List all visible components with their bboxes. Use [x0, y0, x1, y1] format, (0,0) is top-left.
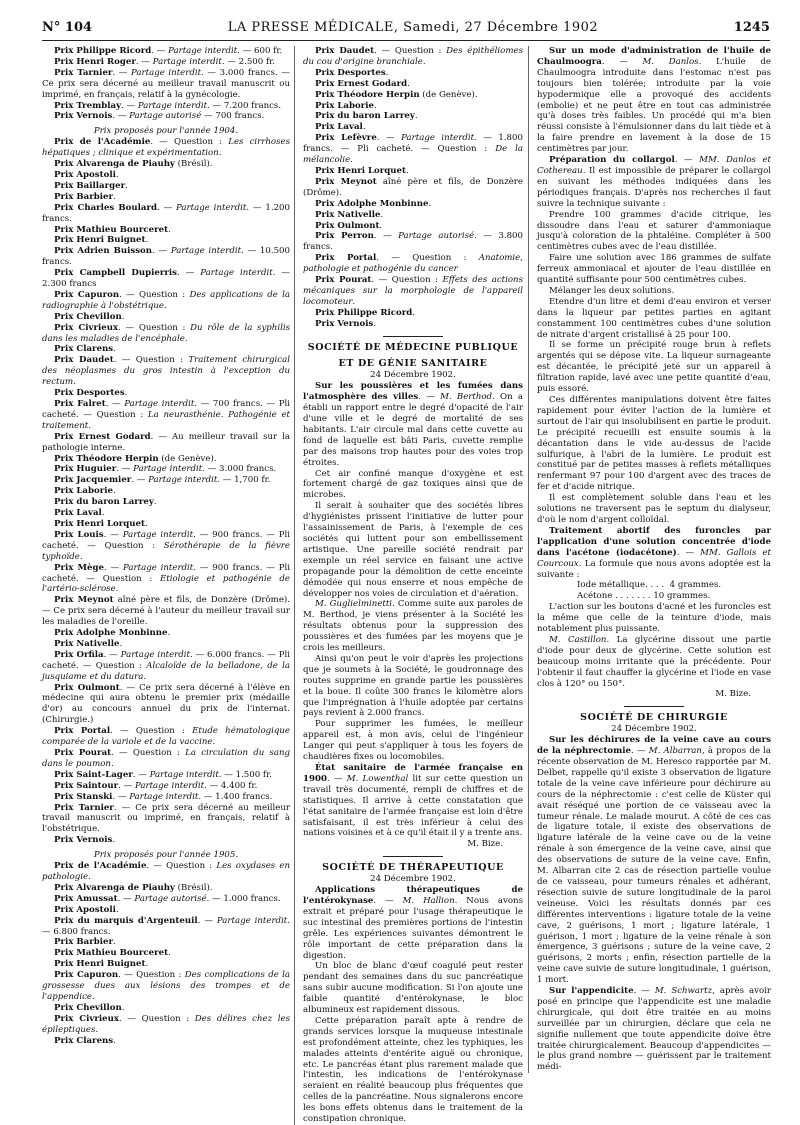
paragraph: Prix Nativelle.: [315, 209, 384, 220]
paragraph: Prix Tremblay. — Partage interdit. — 7.200 francs.: [54, 100, 282, 111]
paragraph: Faire une solution avec 186 grammes de sulfate ferreux ammoniacal et ajouter de l'eau distillée en quantité suffisante pour 500 centimètres cubes.: [537, 253, 771, 286]
paragraph: Prix Barbier.: [54, 937, 116, 948]
paragraph: Prix Capuron. — Question : Des complications de la grossesse dues aux lésions des trompes et de l'appendice.: [42, 970, 290, 1002]
formula-line: Iode métallique. . . . 4 grammes.: [577, 580, 722, 591]
paragraph: Prix Meynot aîné père et fils, de Donzère (Drôme).: [303, 176, 524, 198]
paragraph: Préparation du collargol. — MM. Danlos et Cothereau. Il est impossible de préparer le collargol en suivant les méthodes indiquées dans les périodiques français. D'après nos recherches il faut suivre la technique suivante :: [537, 155, 771, 209]
paragraph: Prix Charles Boulard. — Partage interdit. — 1.200 francs.: [42, 202, 290, 224]
paragraph: Il se forme un précipité rouge brun à reflets argentés qui se dépose vite. La liqueur surnageante est décantée, le précipité jeté sur un appareil à filtration rapide, lavé avec une petite quantité d'eau, puis essoré.: [537, 340, 771, 395]
paragraph: Prix Falret. — Partage interdit. — 700 francs. — Pli cacheté. — Question : La neurasthénie. Pathogénie et traitement.: [42, 399, 290, 431]
paragraph: Prix de l'Académie. — Question : Les oxydases en pathologie.: [42, 861, 290, 882]
paragraph: Prix Adolphe Monbinne.: [315, 198, 432, 209]
paragraph: M. Guglielminetti. Comme suite aux paroles de M. Berthod, je viens présenter à la Société les résultats obtenus pour la suppression des poussières et des fumées par les moyens que je crois les meilleurs.: [303, 599, 524, 654]
paragraph: Prix du baron Larrey.: [54, 497, 157, 508]
paragraph: Prix Henri Roger. — Partage interdit. — 2.500 fr.: [54, 56, 276, 67]
signature: M. Bize.: [467, 839, 503, 850]
paragraph: Prix Philippe Ricord.: [315, 307, 415, 318]
paragraph: Prix Théodore Herpin (de Genève).: [54, 453, 217, 464]
paragraph: Prix Orfila. — Partage interdit. — 6.000 francs. — Pli cacheté. — Question : Alcaloïde de la belladone, de la jusquiame et du datura.: [42, 649, 290, 682]
paragraph: Sur les déchirures de la veine cave au cours de la néphrectomie. — M. Albarran, à propos de la récente observation de M. Heresco rapportée par M. Delbet, rappelle qu'il existe 3 observation de ligature totale de la veine cave inférieure pour déchirure au cours de la néphrectomie : c'est celle de Küster qui avait réséqué une portion de ce vaisseau avec la tumeur rénale. Le malade mourut. A côté de ces cas de ligature totale, il existe des observations de ligature latérale de la veine cave ou de la veine rénale à son émergence de la veine cave, ainsi que des observations de suture de la veine cave. Enfin, M. Albarran cite 2 cas de résection partielle voulue de ce vaisseau, pour tumeurs rénales et adhérant, résection suivie de suture longitudinale de la paroi veineuse. Voici les résultats donnés par ces différentes interventions : ligature totale de la veine cave, 2 guérisons, 1 mort ; ligature latérale, 1 guérison, 1 mort ; ligature de la veine rénale à son émergence, 3 guérisons ; suture de la veine cave, 2 guérisons, 2 morts ; enfin, résection partielle de la veine cave suivie de suture longitudinale, 1 guérison, 1 mort.: [537, 735, 772, 986]
masthead-title: LA PRESSE MÉDICALE, Samedi, 27 Décembre 1902: [227, 20, 599, 35]
paragraph: Prix Oulmont.: [315, 220, 383, 231]
paragraph: Prix Henri Lorquet.: [54, 518, 148, 529]
paragraph: Prix Alvarenga de Piauhy (Brésil).: [54, 882, 213, 893]
paragraph: Prix Barbier.: [54, 191, 116, 202]
section-rule: [624, 706, 684, 707]
paragraph: Prix de l'Académie. — Question : Les cirrhoses hépatiques ; clinique et expérimentation.: [42, 137, 290, 159]
page-number: 1245: [733, 20, 770, 35]
paragraph: Prix Henri Lorquet.: [315, 165, 409, 176]
paragraph: Prix Henri Buignet.: [54, 959, 149, 970]
paragraph: Prix Tarnier. — Partage interdit. — 3.000 francs. — Ce prix sera décerné au meilleur travail manuscrit ou imprimé, en français, relatif à la gynécologie.: [42, 67, 290, 100]
paragraph: Prix Portal. — Question : Etude hématologique comparée de la variole et de la vaccine.: [42, 726, 290, 748]
paragraph: Il serait à souhaiter que des sociétés libres d'hygiénistes prissent l'initiative de lutter pour l'assainissement de Paris, à l'exemple de ces sociétés qui luttent pour son embellissement artistique. Une pareille société rendrait par exemple un réel service en faisant une active propagande pour la démolition de cette enceinte démodée qui nous enserre et nous empêche de développer nos voies de circulation et d'aération.: [303, 501, 523, 599]
column-right: [528, 46, 771, 1073]
paragraph: Prix Saintour. — Partage interdit. — 4.400 fr.: [54, 780, 258, 791]
section-heading: SOCIÉTÉ DE CHIRURGIE: [580, 712, 728, 724]
paragraph: Prix Laborie.: [315, 100, 377, 111]
paragraph: Prix Stanski. — Partage interdit. — 1.400 francs.: [54, 791, 273, 802]
paragraph: Prix Adrien Buisson. — Partage interdit. — 10.500 francs.: [42, 246, 290, 268]
paragraph: L'action sur les boutons d'acné et les furoncles est la même que celle de la teinture d'iode, mais notablement plus puissante.: [537, 602, 771, 635]
section-heading: SOCIÉTÉ DE MÉDECINE PUBLIQUE: [307, 341, 519, 353]
paragraph: Prix Clarens.: [54, 344, 116, 355]
issue-number: N° 104: [42, 20, 93, 35]
paragraph: Prix Pourat. — Question : La circulation du sang dans le poumon.: [42, 748, 290, 769]
paragraph: Applications thérapeutiques de l'entérokynase. — M. Hallion. Nous avons extrait et préparé pour l'usage thérapeutique le suc intestinal des premières portions de l'intestin grêle. Les expériences suivantes démontrent le rôle important de cette préparation dans la digestion.: [303, 885, 523, 961]
paragraph: Prix Desportes.: [54, 388, 128, 399]
section-rule: [383, 336, 443, 337]
paragraph: Prix Portal. — Question : Anatomie, pathologie et pathogénie du cancer: [303, 253, 523, 275]
column-middle: [294, 46, 523, 1125]
paragraph: Prix Vernois.: [54, 835, 116, 846]
paragraph: Prix Capuron. — Question : Des applications de la radiographie à l'obstétrique.: [42, 289, 291, 311]
paragraph: Prix Louis. — Partage interdit. — 900 francs. — Pli cacheté. — Question : Sérothérapie de la fièvre typhoïde.: [42, 529, 290, 562]
paragraph: Prix du marquis d'Argenteuil. — Partage interdit. — 6.800 francs.: [42, 915, 290, 937]
paragraph: Prix Daudet. — Question : Traitement chirurgical des néoplasmes du gros intestin à l'exception du rectum.: [42, 355, 290, 388]
paragraph: Prix Mathieu Bourceret.: [54, 224, 171, 235]
paragraph: Prix Saint-Lager. — Partage interdit. — 1.500 fr.: [54, 769, 272, 780]
paragraph: Prix Amussat. — Partage autorisé. — 1.000 francs.: [54, 893, 281, 904]
paragraph: Prix Mège. — Partage interdit. — 900 francs. — Pli cacheté. — Question : Etiologie et pathogénie de l'artério-sclérose.: [42, 562, 291, 595]
paragraph: Cet air confiné manque d'oxygène et est fortement chargé de gaz toxiques ainsi que de microbes.: [303, 468, 523, 501]
paragraph: Prix Apostoli.: [54, 169, 119, 180]
paragraph: État sanitaire de l'armée française en 1900. — M. Lowenthal lit sur cette question un travail très documenté, rempli de chiffres et de statistiques. Il arrive à cette constatation que l'état sanitaire de l'armée française est loin d'être satisfaisant, il est très inférieur à celui des nations voisines et à ce qu'il était il y a trente ans.: [303, 763, 523, 839]
paragraph: Prix Nativelle.: [54, 638, 123, 649]
paragraph: Prix Huguier. — Partage interdit. — 3.000 francs.: [54, 464, 277, 475]
paragraph: Prix Jacquemier. — Partage interdit. — 1,700 fr.: [54, 475, 271, 486]
paragraph: Prix Perron. — Partage autorisé. — 3.800 francs.: [303, 231, 523, 253]
paragraph: Prix Laval.: [315, 122, 366, 133]
section-date: 24 Décembre 1902.: [370, 370, 456, 381]
section-heading: ET DE GÉNIE SANITAIRE: [338, 358, 488, 370]
paragraph: Prix Clarens.: [54, 1035, 116, 1046]
paragraph: Prix Pourat. — Question : Effets des actions mécaniques sur la morphologie de l'appareil locomoteur.: [303, 275, 523, 307]
paragraph: Prix Mathieu Bourceret.: [54, 948, 171, 959]
paragraph: Prix Vernois.: [315, 318, 377, 329]
paragraph: Sur les poussières et les fumées dans l'atmosphère des villes. — M. Berthod. On a établi un rapport entre le degré d'opacité de l'air d'une ville et le degré de mortalité de ses habitants. L'air circule mal dans cette cuvette au fond de laquelle est bâti Paris, cuvette remplie par des maisons trop hautes pour des voies trop étroites.: [303, 381, 524, 468]
header-rule: [42, 40, 770, 41]
paragraph: Prix Apostoli.: [54, 904, 119, 915]
paragraph: M. Castillon. La glycérine dissout une partie d'iode pour deux de glycérine. Cette solution est beaucoup moins irritante que la précédente. Pour l'obtenir il faut chauffer la glycérine et l'iode en vase clos à 120° ou 150°.: [537, 634, 772, 689]
formula-line: Acétone . . . . . . . 10 grammes.: [577, 591, 711, 602]
paragraph: Ainsi qu'on peut le voir d'après les projections que je soumets à la Société, le goudronnage des routes supprime en grande partie les poussières et la boue. Il coûte 300 francs le kilomètre alors que l'imprégnation à l'huile adoptée par certains pays revient à 2.000 francs.: [303, 653, 523, 719]
signature: M. Bize.: [715, 689, 751, 700]
paragraph: Prix Desportes.: [315, 67, 389, 78]
paragraph: Prix Daudet. — Question : Des épithéliomes du cou d'origine branchiale.: [303, 46, 524, 67]
paragraph: Prix Oulmont. — Ce prix sera décerné à l'élève en médecine qui aura obtenu le premier prix (médaille d'or) au concours annuel du prix de l'internat. (Chirurgie.): [42, 682, 290, 726]
paragraph: Sur un mode d'administration de l'huile de Chaulmoogra. — M. Danlos. L'huile de Chaulmoogra introduite dans l'estomac n'est pas toujours bien tolérée; introduite par la voie hypodermique elle a provoqué des accidents (embolie) et ne peut être en tout cas administrée qu'à doses très faibles. Un procédé qui m'a bien réussi consiste à l'émulsionner dans du lait tiède et à la faire prendre en lavement à la dose de 15 centimètres par jour.: [537, 46, 771, 155]
paragraph: Prix Tarnier. — Ce prix sera décerné au meilleur travail manuscrit ou imprimé, en français, relatif à l'obstétrique.: [42, 802, 291, 835]
paragraph: Prix Baillarger.: [54, 180, 128, 191]
paragraph: Prix Théodore Herpin (de Genève).: [315, 89, 478, 100]
paragraph: Sur l'appendicite. — M. Schwartz, après avoir posé en principe que l'appendicite est une maladie chirurgicale, qui doit être traitée en au moins surveillée par un chirurgien, déclare que cela ne signifie nullement que toute appendicite doive être traitée chirurgicalement. Beaucoup d'appendicites — le plus grand nombre — guérissent par le traitement médi-: [537, 986, 772, 1073]
column-left: [42, 46, 290, 1046]
paragraph: Prix Chevillon.: [54, 1002, 125, 1013]
paragraph: Prix Laval.: [54, 508, 105, 519]
section-date: 24 Décembre 1902.: [370, 874, 456, 885]
subheading: Prix proposés pour l'année 1905.: [93, 850, 239, 861]
paragraph: Prix Vernois. — Partage autorisé — 700 francs.: [54, 111, 265, 122]
section-rule: [383, 856, 443, 857]
paragraph: Prix Lefèvre. — Partage interdit. — 1.800 francs. — Pli cacheté. — Question : De la mélancolie.: [303, 133, 523, 166]
paragraph: Prix du baron Larrey.: [315, 111, 418, 122]
page-header: [42, 20, 770, 38]
paragraph: Prix Adolphe Monbinne.: [54, 628, 171, 639]
subheading: Prix proposés pour l'année 1904.: [93, 126, 239, 137]
paragraph: Prix Campbell Dupierris. — Partage interdit. — 2.300 francs: [42, 268, 290, 290]
paragraph: Prix Alvarenga de Piauhy (Brésil).: [54, 159, 213, 170]
paragraph: Il est complètement soluble dans l'eau et les solutions ne traversent pas le septum du dialyseur, d'où le nom d'argent colloïdal.: [537, 493, 771, 525]
paragraph: Prix Ernest Godard. — Au meilleur travail sur la pathologie interne.: [42, 431, 290, 453]
paragraph: Prix Meynot aîné père et fils, de Donzère (Drôme). — Ce prix sera décerné à l'auteur du meilleur travail sur les maladies de l'oreille.: [42, 595, 290, 628]
paragraph: Prix Ernest Godard.: [315, 78, 410, 89]
paragraph: Etendre d'un litre et demi d'eau environ et verser dans la liqueur par petites parties en agitant constamment 100 centimètres cubes d'une solution de nitrate d'argent cristallisé à 25 pour 100.: [537, 296, 771, 340]
paragraph: Prix Chevillon.: [54, 311, 125, 322]
paragraph: Prix Laborie.: [54, 486, 116, 497]
paragraph: Prix Civrieux. — Question : Du rôle de la syphilis dans les maladies de l'encéphale.: [42, 322, 290, 344]
paragraph: Cette préparation paraît apte à rendre de grands services lorsque la muqueuse intestinale est profondément atteinte, chez les typhiques, les malades atteints d'entérite aiguë ou chronique, etc. Le pancréas étant plus rarement malade que l'intestin, les indications de l'entérokynase seraient en réalité beaucoup plus fréquentes que celles de la pancréatine. Nous signalerons encore les bons effets obtenus dans le traitement de la constipation chronique.: [303, 1015, 523, 1125]
paragraph: Pour supprimer les fumées, le meilleur appareil est, à mon avis, celui de l'ingénieur Langer qui peut s'appliquer à tous les foyers de chaudières fixes ou locomobiles.: [303, 719, 523, 763]
paragraph: Prix Civrieux. — Question : Des délires chez les épileptiques.: [42, 1013, 290, 1035]
paragraph: Mélanger les deux solutions.: [549, 285, 675, 296]
paragraph: Un bloc de blanc d'œuf coagulé peut rester pendant des semaines dans du suc pancréatique sans subir aucune modification. Si l'on ajoute une faible quantité d'entérokynase, le bloc albumineux est rapidement dissous.: [303, 961, 523, 1016]
section-date: 24 Décembre 1902.: [611, 724, 697, 735]
paragraph: Ces différentes manipulations doivent être faites rapidement pour éviter l'action de la lumière et surtout de l'air qui insolubilisent en partie le produit. Le précipité recueilli est ensuite soumis à la décantation dans le vide au-dessus de l'acide sulfurique, à l'abri de la lumière. Le produit est constitué par de petites masses à reflets métalliques renfermant 97 pour 100 d'argent avec des traces de fer et d'acide nitrique.: [537, 395, 771, 493]
paragraph: Traitement abortif des furoncles par l'application d'une solution concentrée d'iode dans l'acétone (iodacétone). — MM. Gallois et Courcoux. La formule que nous avons adoptée est la suivante :: [537, 525, 771, 580]
section-heading: SOCIÉTÉ DE THÉRAPEUTIQUE: [322, 862, 504, 874]
paragraph: Prendre 100 grammes d'acide citrique, les dissoudre dans l'eau et saturer d'ammoniaque jusqu'à coloration de la phtaléine. Compléter à 500 centimètres cubes avec de l'eau distillée.: [537, 209, 771, 253]
paragraph: Prix Philippe Ricord. — Partage interdit. — 600 fr.: [54, 46, 283, 56]
paragraph: Prix Henri Buignet.: [54, 235, 149, 246]
